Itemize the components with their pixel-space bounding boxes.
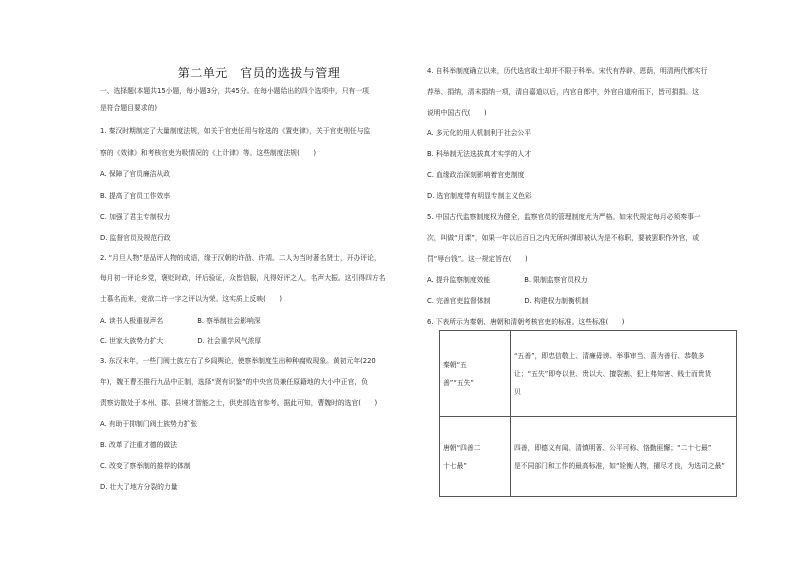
question-4-option-a: A. 多元化的用人机制利于社会公平 xyxy=(427,129,532,137)
question-5-stem: 5. 中国古代监察制度权为健全，监察官员的管理制度尤为严格。如宋代规定每月必须奏事一 xyxy=(427,213,701,221)
question-4-stem-cont: 荐举、捐纳，清末捐纳一项，清自嘉道以后，内官自郎中，外官自道府而下，皆可捐捐。这 xyxy=(427,88,699,96)
question-1-option-b: B. 提高了官员工作效率 xyxy=(100,192,171,200)
cell-text: 贝 xyxy=(514,387,521,396)
question-3-stem-cont: 年)，魏王曹丕推行九品中正制，选择“贤有识鉴”的中央官员兼任原籍地的大小中正官，负 xyxy=(100,378,368,386)
question-1-option-d: D. 监督官员及规范行政 xyxy=(100,234,171,242)
question-1-stem: 1. 秦汉时期制定了大量制度法规，如关于官吏任用与铨选的《置吏律》，关于官吏刑任与监 xyxy=(100,127,371,135)
question-3-option-c: C. 改变了察举制的推荐的体制 xyxy=(100,462,191,470)
question-4-option-d: D. 选官制度带有明显专制主义色彩 xyxy=(427,192,532,200)
table-cell-desc xyxy=(511,331,737,417)
question-3-option-a: A. 有助于抑制门阀士族势力扩张 xyxy=(100,420,198,428)
cell-text: 四善，即德义有闻、清慎明著、公平可称、恪勤匪懈；“二十七最” xyxy=(514,443,712,452)
table-cell-label xyxy=(440,331,511,417)
question-3-option-d: D. 壮大了地方分裂的力量 xyxy=(100,483,178,491)
page-title: 第二单元 官员的选拔与管理 xyxy=(177,66,341,80)
cell-text: 唐朝“四善二 xyxy=(443,443,481,452)
question-4-option-c: C. 血缘政治深刻影响着官吏制度 xyxy=(427,171,525,179)
question-2-stem: 2. “月旦人物”是品评人物的成语，缘于汉朝的许劭、许靖。二人为当时著名贤士，开办评论， xyxy=(100,254,381,262)
question-5-stem-cont: 罚“辱台钱”。这一规定旨在( ) xyxy=(427,255,528,263)
question-6-stem: 6. 下表所示为秦朝、唐朝和清朝考核官吏的标准。这些标准( ) xyxy=(427,318,625,326)
table-cell-label xyxy=(440,417,511,497)
section-heading: 一、选择题(本题共15小题，每小题3分，共45分。在每小题给出的四个选项中，只有一项 xyxy=(100,87,369,95)
question-6-table xyxy=(439,330,737,497)
cell-text: “五善”，即忠信敬上、清廉毋谤、举事审当、喜为善行、恭敬多 xyxy=(514,351,705,360)
question-3-stem-cont: 责察访散处于本州、郡、县境才智能之士，供吏部选官参考。据此可知，曹魏时的选官( ) xyxy=(100,399,378,407)
question-2-stem-cont: 士慕名而来，竞欲二许一字之评以为荣。这实质上反映( ) xyxy=(100,295,283,303)
question-2-options-ab: A. 读书人极重视声名 B. 察举制社会影响深 xyxy=(100,317,261,325)
question-4-stem: 4. 自科举制度确立以来，历代选官取士却并不限于科举。宋代有荐辟、恩荫，明清两代都实行 xyxy=(427,67,708,75)
question-5-options-ab: A. 提升监察制度效能 B. 限制监察官员权力 xyxy=(427,276,588,284)
section-heading-cont: 是符合题目要求的) xyxy=(100,104,158,112)
question-3-option-b: B. 改革了注重才德的做法 xyxy=(100,441,177,449)
question-1-option-c: C. 加强了君主专制权力 xyxy=(100,213,171,221)
cell-text: 十七最” xyxy=(443,461,467,470)
question-3-stem: 3. 东汉末年，一些门阀士族左右了乡闾舆论，使察举制度生出种种腐败现象。黄初元年(220 xyxy=(100,357,376,365)
table-cell-desc xyxy=(511,417,737,497)
cell-text: 秦朝“五 xyxy=(443,360,467,369)
table-row xyxy=(440,417,737,497)
question-2-options-cd: C. 世家大族势力扩大 D. 社会重学风气浓厚 xyxy=(100,337,262,345)
question-2-stem-cont: 每月初一评论乡党，褒贬时政，评后验证，众皆信服，凡得好评之人，名声大振。这引得四方名 xyxy=(100,274,386,282)
cell-text: 善”“五失” xyxy=(443,378,474,387)
cell-text: 让；“五失”即夸以世、贵以大、擅裂割、犯上弗知害、贱士而贵货 xyxy=(514,369,712,378)
question-4-option-b: B. 科举制无法选拔真才实学的人才 xyxy=(427,150,532,158)
table-row xyxy=(440,331,737,417)
question-1-option-a: A. 保障了官员廉洁从政 xyxy=(100,170,171,178)
cell-text: 是不同部门和工作的最高标准，如“铨衡人物，擢尽才良，为选司之最” xyxy=(514,461,725,470)
question-4-stem-cont: 说明中国古代( ) xyxy=(427,109,487,117)
question-1-stem-cont: 察的《效律》和考核官吏为吸情况的《上计律》等。这些制度法规( ) xyxy=(100,149,317,157)
question-5-stem-cont: 次，叫做“月课”，如果一年以后百日之内无所纠弹即被认为是不称职，要被罢职作外官，或 xyxy=(427,234,700,242)
question-5-options-cd: C. 完善官吏监督体制 D. 构建权力制衡机制 xyxy=(427,297,589,305)
